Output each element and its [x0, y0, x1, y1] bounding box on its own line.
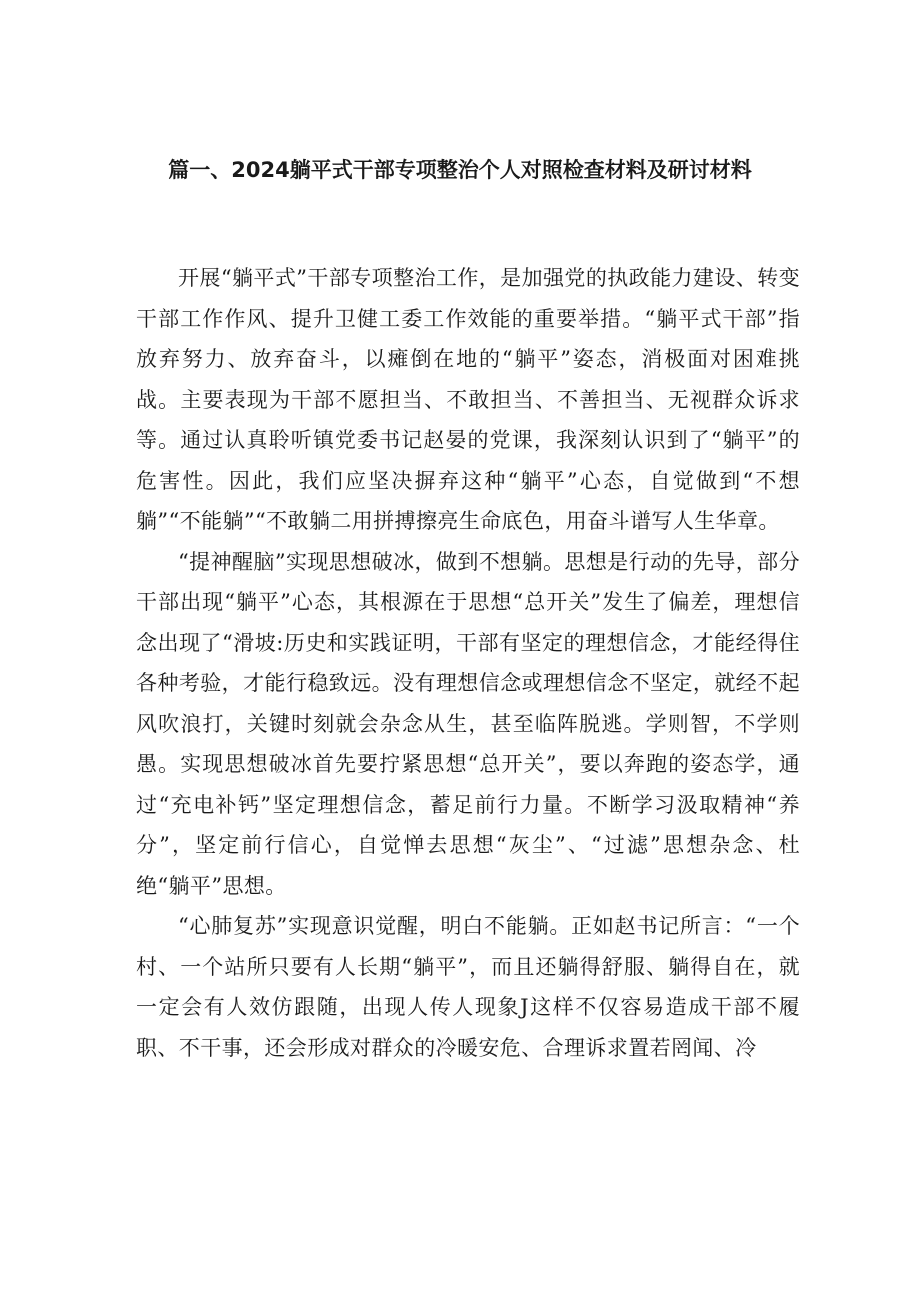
document-title: 篇一、2024躺平式干部专项整治个人对照检查材料及研讨材料 [168, 158, 752, 182]
paragraph-3: “心肺复苏”实现意识觉醒，明白不能躺。正如赵书记所言：“一个村、一个站所只要有人长期“躺平”，而且还躺得舒服、躺得自在，就一定会有人效仿跟随，出现人传人现象J这样不仅容易造成干部不履职、不干事，还会形成对群众的冷暖安危、合理诉求置若罔闻、冷 [136, 914, 800, 1060]
document-body [136, 258, 800, 1068]
paragraph-2: “提神醒脑”实现思想破冰，做到不想躺。思想是行动的先导，部分干部出现“躺平”心态，其根源在于思想“总开关”发生了偏差，理想信念出现了“滑坡:历史和实践证明，干部有坚定的理想信念，才能经得住各种考验，才能行稳致远。没有理想信念或理想信念不坚定，就经不起风吹浪打，关键时刻就会杂念从生，甚至临阵脱逃。学则智，不学则愚。实现思想破冰首先要拧紧思想“总开关”，要以奔跑的姿态学，通过“充电补钙”坚定理想信念，蓄足前行力量。不断学习汲取精神“养分”，坚定前行信心，自觉惮去思想“灰尘”、“过滤”思想杂念、杜绝“躺平”思想。 [136, 549, 800, 898]
paragraph-1: 开展“躺平式”干部专项整治工作，是加强党的执政能力建设、转变干部工作作风、提升卫健工委工作效能的重要举措。“躺平式干部”指放弃努力、放弃奋斗，以瘫倒在地的“躺平”姿态，消极面对困难挑战。主要表现为干部不愿担当、不敢担当、不善担当、无视群众诉求等。通过认真聆听镇党委书记赵晏的党课，我深刻认识到了“躺平”的危害性。因此，我们应坚决摒弃这种“躺平”心态，自觉做到“不想躺”“不能躺”“不敢躺二用拼搏擦亮生命底色，用奋斗谱写人生华章。 [136, 266, 800, 533]
